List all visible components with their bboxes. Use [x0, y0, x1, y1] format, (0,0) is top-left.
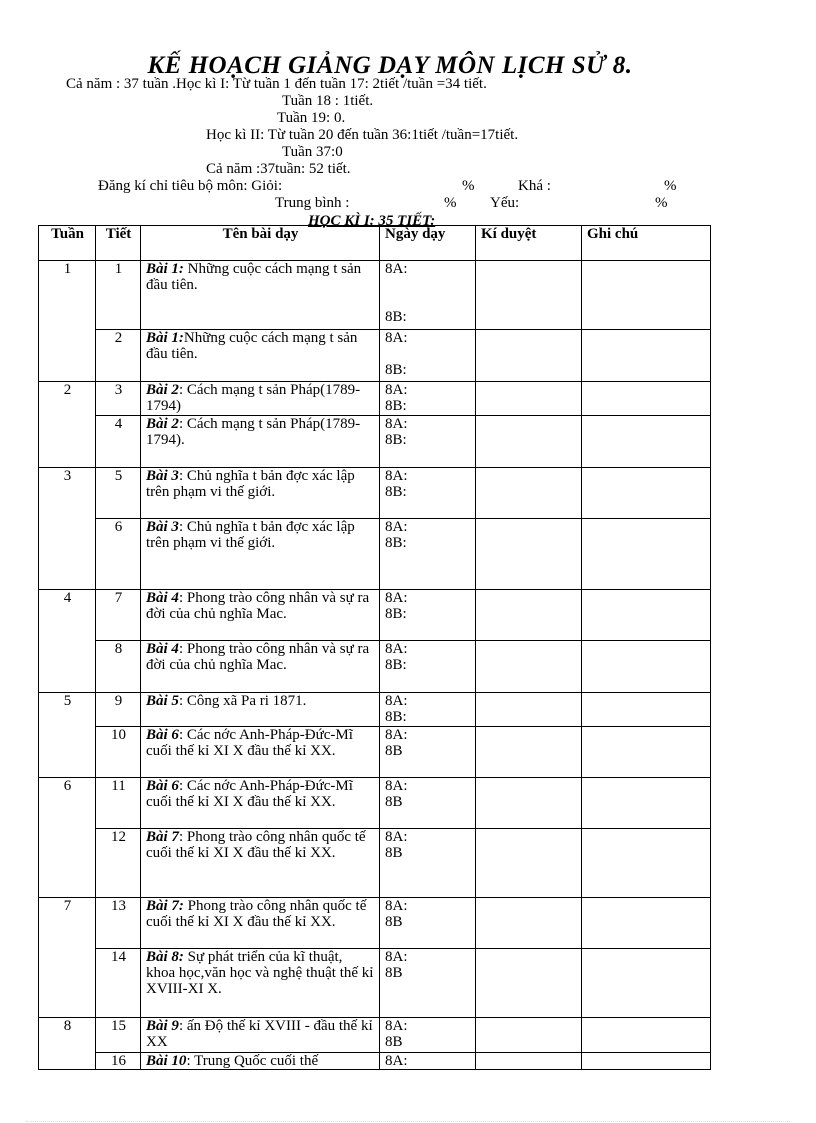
period-cell: 10	[96, 727, 141, 778]
week-cell: 2	[39, 382, 96, 468]
period-cell: 6	[96, 519, 141, 590]
lesson-title: : Các nớc Anh-Pháp-Đức-Mĩ cuối thế kỉ XI X đầu thế kỉ XX.	[146, 727, 353, 759]
period-cell: 14	[96, 949, 141, 1018]
date-class-8b: 8B	[385, 1034, 403, 1050]
lesson-cell	[141, 416, 380, 468]
date-class-8a: 8A:	[385, 590, 408, 606]
date-class-8a: 8A:	[385, 778, 408, 794]
date-cell	[380, 468, 476, 519]
lesson-cell	[141, 727, 380, 778]
lesson-title: Sự phát triển của kĩ thuật, khoa học,văn học và nghệ thuật thế kỉ XVIII-XI X.	[146, 949, 374, 997]
lesson-number: Bài 2	[146, 416, 179, 432]
lesson-cell	[141, 261, 380, 330]
date-class-8a: 8A:	[385, 898, 408, 914]
lesson-title: : Cách mạng t sản Pháp(1789-1794)	[146, 382, 361, 414]
target-trung-binh-label: Trung bình :	[275, 195, 350, 211]
date-class-8a: 8A:	[385, 829, 408, 845]
table-row	[39, 1053, 711, 1070]
period-cell: 8	[96, 641, 141, 693]
note-cell	[582, 1018, 711, 1053]
week-cell: 5	[39, 693, 96, 778]
approved-cell	[476, 829, 582, 898]
week-cell: 7	[39, 898, 96, 1018]
date-class-8b: 8B:	[385, 657, 407, 673]
target-yeu-percent: %	[655, 195, 668, 211]
lesson-cell	[141, 778, 380, 829]
approved-cell	[476, 693, 582, 727]
semester-heading: HỌC KÌ I: 35 TIẾT:	[308, 213, 436, 229]
lesson-title: : Cách mạng t sản Pháp(1789-1794).	[146, 416, 361, 448]
date-class-8a: 8A:	[385, 727, 408, 743]
table-row	[39, 693, 711, 727]
date-class-8a: 8A:	[385, 693, 408, 709]
date-class-8a: 8A:	[385, 949, 408, 965]
lesson-number: Bài 3	[146, 468, 179, 484]
note-cell	[582, 590, 711, 641]
lesson-cell	[141, 468, 380, 519]
lesson-cell	[141, 949, 380, 1018]
approved-cell	[476, 519, 582, 590]
lesson-cell	[141, 641, 380, 693]
approved-cell	[476, 1018, 582, 1053]
note-cell	[582, 829, 711, 898]
approved-cell	[476, 330, 582, 382]
period-cell: 7	[96, 590, 141, 641]
note-cell	[582, 382, 711, 416]
period-cell: 2	[96, 330, 141, 382]
week-cell: 8	[39, 1018, 96, 1070]
date-class-8a: 8A:	[385, 468, 408, 484]
table-row	[39, 590, 711, 641]
note-cell	[582, 693, 711, 727]
approved-cell	[476, 949, 582, 1018]
intro-week19: Tuần 19: 0.	[277, 110, 346, 126]
note-cell	[582, 898, 711, 949]
lesson-cell	[141, 590, 380, 641]
approved-cell	[476, 778, 582, 829]
date-class-8b: 8B:	[385, 484, 407, 500]
note-cell	[582, 778, 711, 829]
target-gioi-percent: %	[462, 178, 475, 194]
date-class-8b: 8B	[385, 845, 403, 861]
table-row	[39, 1018, 711, 1053]
date-class-8b: 8B:	[385, 398, 407, 414]
week-cell: 3	[39, 468, 96, 590]
period-cell: 11	[96, 778, 141, 829]
header-approved: Kí duyệt	[476, 226, 582, 261]
header-date: Ngày dạy	[380, 226, 476, 261]
teaching-plan-table	[38, 225, 711, 1070]
date-cell	[380, 641, 476, 693]
target-trung-binh-percent: %	[444, 195, 457, 211]
note-cell	[582, 641, 711, 693]
approved-cell	[476, 898, 582, 949]
lesson-number: Bài 6	[146, 778, 179, 794]
lesson-cell	[141, 693, 380, 727]
date-class-8a: 8A:	[385, 1018, 408, 1034]
approved-cell	[476, 382, 582, 416]
approved-cell	[476, 468, 582, 519]
note-cell	[582, 1053, 711, 1070]
period-cell: 16	[96, 1053, 141, 1070]
table-row	[39, 330, 711, 382]
date-cell	[380, 898, 476, 949]
lesson-number: Bài 10	[146, 1053, 187, 1069]
date-class-8a: 8A:	[385, 1053, 408, 1069]
target-yeu-label: Yếu:	[490, 195, 520, 211]
date-cell	[380, 416, 476, 468]
lesson-title: : Trung Quốc cuối thế	[186, 1053, 319, 1069]
lesson-title: Những cuộc cách mạng t sản đầu tiên.	[146, 261, 362, 293]
note-cell	[582, 519, 711, 590]
date-cell	[380, 829, 476, 898]
table-row	[39, 778, 711, 829]
lesson-title: : Chủ nghĩa t bản đợc xác lập trên phạm vi thế giới.	[146, 468, 355, 500]
lesson-number: Bài 3	[146, 519, 179, 535]
note-cell	[582, 949, 711, 1018]
approved-cell	[476, 416, 582, 468]
period-cell: 5	[96, 468, 141, 519]
date-class-8a: 8A:	[385, 330, 408, 346]
lesson-number: Bài 1:	[146, 330, 184, 346]
lesson-number: Bài 5	[146, 693, 179, 709]
intro-week37: Tuần 37:0	[282, 144, 343, 160]
note-cell	[582, 468, 711, 519]
header-period: Tiết	[96, 226, 141, 261]
header-lesson: Tên bài dạy	[141, 226, 380, 261]
date-class-8b: 8B	[385, 914, 403, 930]
date-cell	[380, 382, 476, 416]
week-cell: 6	[39, 778, 96, 898]
intro-year-semester1: Cả năm : 37 tuần .Học kì I: Từ tuần 1 đến tuần 17: 2tiết /tuần =34 tiết.	[66, 76, 487, 92]
date-class-8b: 8B:	[385, 606, 407, 622]
lesson-title: : Phong trào công nhân và sự ra đời của chủ nghĩa Mac.	[146, 590, 370, 622]
date-class-8b: 8B:	[385, 309, 407, 325]
lesson-cell	[141, 330, 380, 382]
approved-cell	[476, 641, 582, 693]
date-class-8a: 8A:	[385, 416, 408, 432]
lesson-number: Bài 1:	[146, 261, 184, 277]
period-cell: 15	[96, 1018, 141, 1053]
date-cell	[380, 693, 476, 727]
week-cell: 4	[39, 590, 96, 693]
lesson-number: Bài 9	[146, 1018, 179, 1034]
date-class-8b: 8B	[385, 794, 403, 810]
lesson-title: : Công xã Pa ri 1871.	[178, 693, 307, 709]
targets-label: Đăng kí chỉ tiêu bộ môn: Giỏi:	[98, 178, 283, 194]
date-class-8b: 8B:	[385, 709, 407, 725]
period-cell: 9	[96, 693, 141, 727]
lesson-number: Bài 7	[146, 829, 179, 845]
lesson-cell	[141, 1018, 380, 1053]
lesson-title: : ấn Độ thế kỉ XVIII - đầu thế kỉ XX	[146, 1018, 373, 1050]
intro-year-total: Cả năm :37tuần: 52 tiết.	[206, 161, 351, 177]
period-cell: 12	[96, 829, 141, 898]
period-cell: 3	[96, 382, 141, 416]
lesson-cell	[141, 382, 380, 416]
target-kha-label: Khá :	[518, 178, 551, 194]
date-class-8a: 8A:	[385, 519, 408, 535]
date-cell	[380, 949, 476, 1018]
header-note: Ghi chú	[582, 226, 711, 261]
table-row	[39, 519, 711, 590]
date-cell	[380, 519, 476, 590]
approved-cell	[476, 590, 582, 641]
lesson-cell	[141, 519, 380, 590]
date-cell	[380, 1053, 476, 1070]
lesson-title: Phong trào công nhân quốc tế cuối thế kỉ XI X đầu thế kỉ XX.	[146, 898, 367, 930]
table-row	[39, 261, 711, 330]
table-row	[39, 382, 711, 416]
table-row	[39, 468, 711, 519]
table-row	[39, 949, 711, 1018]
approved-cell	[476, 1053, 582, 1070]
target-kha-percent: %	[664, 178, 677, 194]
date-class-8a: 8A:	[385, 261, 408, 277]
lesson-number: Bài 7:	[146, 898, 184, 914]
date-cell	[380, 590, 476, 641]
date-cell	[380, 778, 476, 829]
table-row	[39, 829, 711, 898]
lesson-number: Bài 8:	[146, 949, 184, 965]
date-class-8b: 8B	[385, 965, 403, 981]
page-bottom-divider	[26, 1121, 790, 1122]
week-cell: 1	[39, 261, 96, 382]
lesson-title: : Chủ nghĩa t bản đợc xác lập trên phạm vi thế giới.	[146, 519, 355, 551]
header-week: Tuần	[39, 226, 96, 261]
note-cell	[582, 330, 711, 382]
lesson-cell	[141, 1053, 380, 1070]
lesson-number: Bài 2	[146, 382, 179, 398]
table-row	[39, 416, 711, 468]
date-class-8b: 8B:	[385, 432, 407, 448]
table-header-row	[39, 226, 711, 261]
date-class-8b: 8B	[385, 743, 403, 759]
table-row	[39, 898, 711, 949]
approved-cell	[476, 261, 582, 330]
period-cell: 1	[96, 261, 141, 330]
date-class-8b: 8B:	[385, 535, 407, 551]
lesson-cell	[141, 898, 380, 949]
approved-cell	[476, 727, 582, 778]
lesson-cell	[141, 829, 380, 898]
date-cell	[380, 330, 476, 382]
date-cell	[380, 261, 476, 330]
date-class-8a: 8A:	[385, 641, 408, 657]
lesson-title: Những cuộc cách mạng t sản đầu tiên.	[146, 330, 358, 362]
intro-week18: Tuần 18 : 1tiết.	[282, 93, 374, 109]
lesson-number: Bài 4	[146, 641, 179, 657]
intro-semester2: Học kì II: Từ tuần 20 đến tuần 36:1tiết /tuần=17tiết.	[206, 127, 519, 143]
lesson-number: Bài 6	[146, 727, 179, 743]
date-cell	[380, 727, 476, 778]
date-class-8b: 8B:	[385, 362, 407, 378]
lesson-title: : Phong trào công nhân và sự ra đời của chủ nghĩa Mac.	[146, 641, 370, 673]
date-cell	[380, 1018, 476, 1053]
lesson-number: Bài 4	[146, 590, 179, 606]
period-cell: 13	[96, 898, 141, 949]
document-title: KẾ HOẠCH GIẢNG DẠY MÔN LỊCH SỬ 8.	[147, 52, 633, 79]
note-cell	[582, 261, 711, 330]
note-cell	[582, 416, 711, 468]
date-class-8a: 8A:	[385, 382, 408, 398]
lesson-title: : Phong trào công nhân quốc tế cuối thế kỉ XI X đầu thế kỉ XX.	[146, 829, 366, 861]
lesson-title: : Các nớc Anh-Pháp-Đức-Mĩ cuối thế kỉ XI X đầu thế kỉ XX.	[146, 778, 353, 810]
table-row	[39, 641, 711, 693]
table-row	[39, 727, 711, 778]
period-cell: 4	[96, 416, 141, 468]
note-cell	[582, 727, 711, 778]
